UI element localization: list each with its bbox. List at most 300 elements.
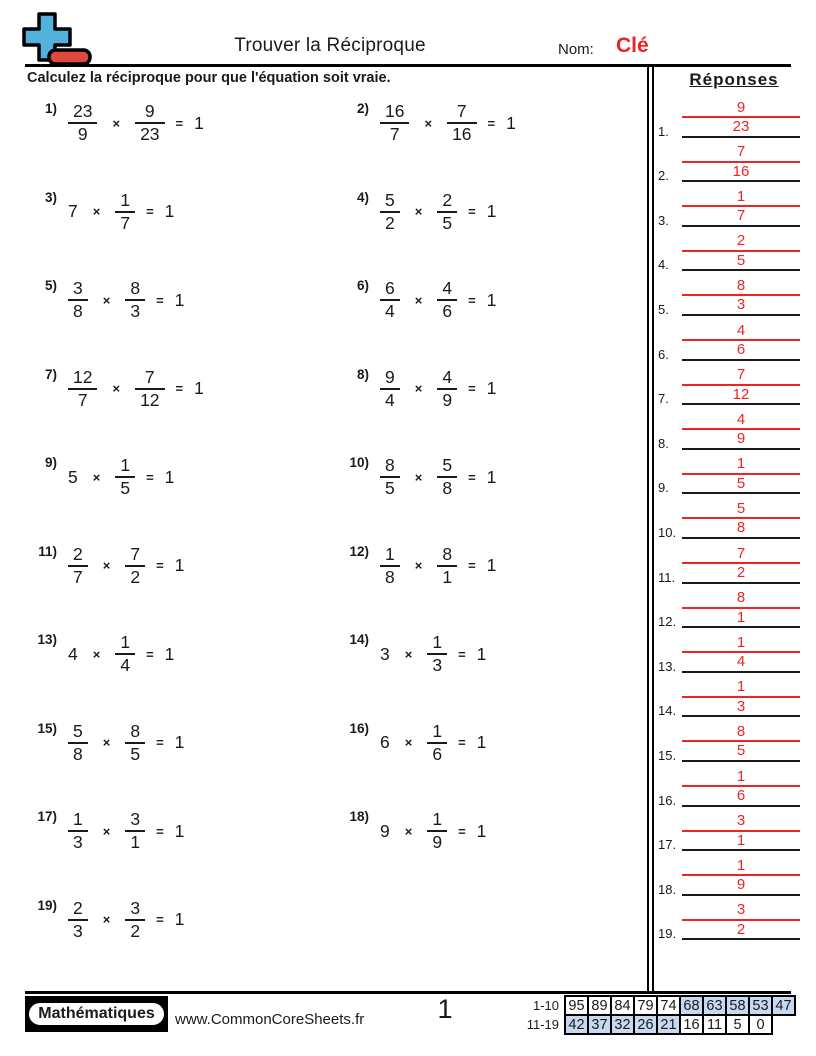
- fraction: [68, 367, 97, 411]
- answer-fraction: [682, 901, 800, 938]
- multiply-sign: ×: [424, 115, 433, 131]
- fraction-numerator: 8: [442, 543, 453, 564]
- answer-denominator: 6: [736, 787, 746, 804]
- answer-number: 4.: [658, 257, 669, 273]
- answer-numerator: 1: [736, 187, 746, 205]
- answer-row: [652, 633, 814, 678]
- fraction-denominator: 5: [385, 478, 395, 498]
- answer-denominator: 1: [736, 831, 746, 849]
- answer-row: [652, 767, 814, 812]
- fraction: [437, 367, 457, 411]
- problem-equation: [380, 800, 486, 862]
- fraction-denominator: 4: [120, 655, 131, 675]
- fraction-denominator: 7: [120, 212, 131, 233]
- fraction-numerator: 1: [73, 809, 83, 829]
- problem-equation: [68, 358, 204, 420]
- fraction-numerator: 3: [130, 809, 141, 829]
- problem-equation: [68, 712, 184, 774]
- equals-sign: =: [468, 204, 476, 219]
- score-cell: 5: [726, 1015, 749, 1034]
- fraction-denominator: 6: [432, 743, 443, 764]
- fraction-numerator: 8: [130, 720, 141, 741]
- problem-number: 7): [44, 366, 57, 382]
- multiply-sign: ×: [102, 912, 111, 927]
- website-url: www.CommonCoreSheets.fr: [175, 1011, 365, 1028]
- problem-item: [337, 535, 647, 624]
- answer-row: [652, 276, 814, 321]
- score-cell: 16: [680, 1015, 703, 1034]
- whole-number: 6: [380, 732, 390, 752]
- answer-fraction: [682, 455, 800, 492]
- fraction-numerator: 7: [144, 366, 155, 387]
- fraction-numerator: 8: [385, 455, 395, 475]
- answer-denominator: 1: [736, 608, 746, 626]
- equation-result: 1: [164, 201, 175, 221]
- answer-row: [652, 321, 814, 366]
- equals-sign: =: [156, 823, 164, 839]
- subject-badge-label: Mathématiques: [27, 1001, 165, 1027]
- problem-equation: [68, 800, 184, 862]
- fraction: [68, 721, 88, 765]
- fraction: [427, 809, 447, 853]
- score-cell: 37: [588, 1015, 611, 1034]
- fraction-numerator: 4: [442, 278, 453, 298]
- fraction-numerator: 7: [130, 543, 141, 564]
- fraction: [68, 278, 88, 322]
- fraction-denominator: 4: [385, 389, 395, 410]
- equals-sign: =: [175, 115, 184, 131]
- fraction-numerator: 16: [385, 101, 405, 121]
- fraction-numerator: 7: [456, 101, 467, 121]
- fraction-numerator: 4: [442, 366, 453, 387]
- equals-sign: =: [146, 204, 154, 219]
- answer-row: [652, 856, 814, 901]
- answer-blank-line: [682, 715, 800, 717]
- answer-row: [652, 812, 814, 857]
- equals-sign: =: [468, 558, 476, 573]
- answer-blank-line: [682, 492, 800, 494]
- problem-equation: [380, 269, 496, 331]
- score-cell: 74: [657, 996, 680, 1015]
- fraction: [380, 544, 400, 588]
- equation-result: 1: [194, 378, 204, 398]
- answer-numerator: 1: [736, 678, 746, 696]
- equation-result: 1: [174, 732, 185, 752]
- equation-result: 1: [476, 820, 487, 841]
- answer-numerator: 1: [736, 633, 746, 651]
- fraction-denominator: 9: [432, 832, 443, 852]
- problem-number: 10): [349, 455, 369, 470]
- answer-row: [652, 187, 814, 232]
- fraction-numerator: 5: [442, 455, 453, 475]
- answer-numerator: 3: [736, 901, 746, 919]
- answer-numerator: 2: [736, 232, 746, 250]
- fraction-denominator: 1: [130, 832, 141, 852]
- answer-fraction: [682, 322, 800, 359]
- answer-fraction: [682, 188, 800, 225]
- problem-number: 18): [349, 809, 369, 824]
- answer-blank-line: [682, 760, 800, 762]
- answer-fraction: [682, 678, 800, 715]
- problem-item: [25, 446, 337, 535]
- problem-equation: [380, 181, 496, 243]
- answer-denominator: 7: [736, 207, 746, 225]
- fraction: [125, 544, 145, 588]
- header-rule: [25, 64, 791, 67]
- fraction: [437, 190, 457, 234]
- multiply-sign: ×: [112, 115, 121, 131]
- answer-denominator: 16: [732, 162, 750, 180]
- answer-number: 2.: [658, 168, 669, 184]
- problem-item: [25, 623, 337, 712]
- multiply-sign: ×: [414, 204, 423, 219]
- multiply-sign: ×: [92, 469, 101, 485]
- answer-denominator: 3: [736, 697, 746, 715]
- multiply-sign: ×: [414, 381, 423, 396]
- answer-blank-line: [682, 805, 800, 807]
- fraction: [68, 544, 88, 588]
- answer-row: [652, 143, 814, 188]
- fraction: [437, 544, 457, 588]
- answer-denominator: 12: [732, 385, 750, 403]
- fraction-numerator: 3: [73, 278, 83, 298]
- equals-sign: =: [468, 292, 476, 308]
- answer-fraction: [682, 277, 800, 314]
- answer-blank-line: [682, 403, 800, 405]
- answer-fraction: [682, 545, 800, 582]
- problem-item: [337, 181, 647, 270]
- answer-denominator: 3: [736, 296, 746, 314]
- fraction-numerator: 9: [144, 101, 155, 121]
- fraction-numerator: 3: [130, 897, 141, 918]
- instruction-text: Calculez la réciproque pour que l'équation soit vraie.: [27, 70, 391, 86]
- score-cell: 21: [657, 1015, 680, 1034]
- equation-result: 1: [486, 466, 497, 487]
- fraction: [68, 898, 88, 942]
- problem-item: [25, 712, 337, 801]
- answer-number: 11.: [658, 569, 676, 585]
- fraction: [68, 809, 88, 853]
- fraction-numerator: 1: [432, 720, 443, 741]
- fraction-numerator: 2: [442, 189, 453, 210]
- answer-row: [652, 499, 814, 544]
- score-range-label: 1-10: [532, 998, 559, 1013]
- answer-number: 16.: [658, 792, 677, 808]
- multiply-sign: ×: [92, 204, 101, 219]
- answer-fraction: [682, 411, 800, 448]
- fraction-denominator: 7: [389, 124, 400, 144]
- answer-row: [652, 98, 814, 143]
- multiply-sign: ×: [414, 469, 423, 485]
- fraction-numerator: 9: [385, 366, 395, 387]
- multiply-sign: ×: [404, 735, 413, 750]
- answer-blank-line: [682, 582, 800, 584]
- multiply-sign: ×: [414, 558, 423, 573]
- answer-fraction: [682, 232, 800, 269]
- fraction-denominator: 8: [442, 478, 453, 498]
- fraction-numerator: 5: [73, 720, 83, 741]
- equation-result: 1: [194, 112, 204, 133]
- fraction: [115, 455, 135, 499]
- fraction-numerator: 6: [385, 278, 395, 298]
- problem-equation: [68, 889, 184, 951]
- answer-denominator: 5: [736, 742, 746, 760]
- fraction-numerator: 1: [385, 543, 395, 564]
- answer-number: 8.: [658, 435, 669, 451]
- problem-number: 12): [349, 543, 369, 559]
- equals-sign: =: [175, 381, 184, 396]
- problem-number: 3): [44, 189, 57, 205]
- answer-numerator: 4: [736, 321, 746, 339]
- answer-blank-line: [682, 537, 800, 539]
- fraction: [125, 809, 145, 853]
- answer-fraction: [682, 723, 800, 760]
- answer-blank-line: [682, 938, 800, 940]
- whole-number: 7: [68, 201, 78, 221]
- fraction-numerator: 2: [73, 543, 83, 564]
- equation-result: 1: [506, 112, 516, 133]
- answer-number: 15.: [658, 747, 677, 763]
- answer-denominator: 2: [736, 920, 746, 938]
- problem-number: 15): [37, 720, 57, 736]
- whole-number: 5: [68, 466, 78, 487]
- problem-number: 9): [44, 455, 57, 470]
- problem-item: [337, 358, 647, 447]
- answer-number: 10.: [658, 524, 677, 540]
- fraction: [68, 101, 97, 145]
- answer-fraction: [682, 366, 800, 403]
- fraction-numerator: 1: [432, 809, 443, 829]
- problem-item: [25, 181, 337, 270]
- whole-number: 3: [380, 643, 390, 664]
- problem-equation: [68, 269, 184, 331]
- problem-equation: [68, 535, 184, 597]
- answer-numerator: 7: [736, 143, 746, 161]
- problem-number: 11): [38, 543, 57, 559]
- answer-number: 19.: [658, 926, 677, 942]
- equation-result: 1: [174, 820, 185, 841]
- problem-equation: [68, 623, 174, 685]
- answer-number: 18.: [658, 881, 677, 897]
- equals-sign: =: [156, 292, 164, 308]
- fraction-denominator: 16: [452, 124, 472, 144]
- fraction-numerator: 5: [385, 189, 395, 210]
- answer-numerator: 1: [736, 455, 746, 473]
- answer-number: 5.: [658, 301, 669, 317]
- problem-equation: [380, 535, 496, 597]
- fraction-denominator: 2: [130, 920, 141, 941]
- fraction: [380, 278, 400, 322]
- multiply-sign: ×: [112, 381, 121, 396]
- problem-equation: [68, 92, 204, 154]
- answer-blank-line: [682, 894, 800, 896]
- score-cell: 63: [703, 996, 726, 1015]
- problem-number: 16): [349, 720, 369, 736]
- score-cell: 95: [565, 996, 588, 1015]
- equals-sign: =: [146, 646, 154, 662]
- equals-sign: =: [146, 469, 154, 485]
- equation-result: 1: [476, 643, 487, 664]
- fraction-denominator: 5: [442, 212, 453, 233]
- answer-number: 14.: [658, 703, 677, 719]
- fraction-denominator: 12: [140, 389, 160, 410]
- fraction-denominator: 8: [73, 743, 83, 764]
- equation-result: 1: [486, 378, 497, 398]
- fraction-denominator: 9: [77, 124, 88, 144]
- answer-row: [652, 366, 814, 411]
- answer-number: 3.: [658, 212, 669, 228]
- answer-row: [652, 455, 814, 500]
- answer-denominator: 2: [736, 564, 746, 582]
- multiply-sign: ×: [92, 646, 101, 662]
- problem-item: [337, 800, 647, 889]
- problem-item: [337, 712, 647, 801]
- problem-equation: [380, 446, 496, 508]
- multiply-sign: ×: [404, 823, 413, 839]
- fraction-denominator: 7: [77, 389, 88, 410]
- fraction-numerator: 1: [120, 455, 131, 475]
- problem-number: 19): [37, 897, 57, 913]
- answer-numerator: 3: [736, 812, 746, 830]
- score-cell: 89: [588, 996, 611, 1015]
- problem-item: [337, 623, 647, 712]
- fraction-numerator: 12: [73, 366, 93, 387]
- equation-result: 1: [486, 201, 497, 221]
- answer-denominator: 4: [736, 653, 746, 671]
- equation-result: 1: [174, 909, 185, 929]
- answer-denominator: 6: [736, 341, 746, 359]
- page-number: 1: [437, 994, 453, 1024]
- equals-sign: =: [458, 823, 466, 839]
- answer-blank-line: [682, 849, 800, 851]
- fraction-denominator: 8: [73, 301, 83, 321]
- multiply-sign: ×: [102, 558, 111, 573]
- whole-number: 4: [68, 643, 78, 664]
- problem-number: 1): [44, 101, 57, 116]
- name-label: Nom:: [558, 41, 594, 58]
- answer-number: 13.: [658, 658, 677, 674]
- fraction-denominator: 7: [73, 566, 83, 587]
- answer-fraction: [682, 768, 800, 805]
- answer-numerator: 8: [736, 589, 746, 607]
- problem-number: 4): [356, 189, 369, 205]
- score-cell: 32: [611, 1015, 634, 1034]
- fraction: [125, 898, 145, 942]
- problem-item: [25, 269, 337, 358]
- answer-blank-line: [682, 269, 800, 271]
- subject-badge: [25, 996, 168, 1032]
- answer-row: [652, 410, 814, 455]
- fraction-denominator: 9: [442, 389, 453, 410]
- score-cell: 68: [680, 996, 703, 1015]
- score-cell: 26: [634, 1015, 657, 1034]
- equals-sign: =: [156, 912, 164, 927]
- fraction-numerator: 1: [432, 632, 443, 652]
- multiply-sign: ×: [102, 292, 111, 308]
- fraction: [380, 101, 409, 145]
- plus-minus-math-logo-icon: [15, 11, 99, 67]
- fraction-numerator: 23: [73, 101, 93, 121]
- multiply-sign: ×: [414, 292, 423, 308]
- answer-numerator: 7: [736, 544, 746, 562]
- fraction-numerator: 1: [120, 189, 131, 210]
- score-row: [517, 996, 795, 1015]
- problem-item: [25, 358, 337, 447]
- score-cell: 47: [772, 996, 795, 1015]
- fraction: [135, 367, 164, 411]
- fraction: [135, 101, 164, 145]
- answer-blank-line: [682, 671, 800, 673]
- fraction-denominator: 3: [130, 301, 141, 321]
- answer-fraction: [682, 143, 800, 180]
- score-table: [517, 995, 796, 1035]
- fraction-denominator: 3: [432, 655, 443, 675]
- answer-numerator: 5: [736, 499, 746, 517]
- answer-row: [652, 901, 814, 946]
- page-title: Trouver la Réciproque: [234, 35, 426, 56]
- equation-result: 1: [486, 555, 497, 575]
- score-cell: 84: [611, 996, 634, 1015]
- fraction-denominator: 3: [73, 832, 83, 852]
- answer-numerator: 9: [736, 98, 746, 116]
- problems-grid: [25, 92, 647, 977]
- answer-blank-line: [682, 626, 800, 628]
- problem-number: 17): [37, 809, 57, 824]
- problem-item: [337, 92, 647, 181]
- answer-blank-line: [682, 359, 800, 361]
- fraction: [447, 101, 476, 145]
- problem-equation: [68, 181, 174, 243]
- answer-denominator: 9: [736, 876, 746, 894]
- score-cell: 11: [703, 1015, 726, 1034]
- answer-fraction: [682, 500, 800, 537]
- problem-number: 2): [356, 101, 369, 116]
- answer-row: [652, 544, 814, 589]
- score-empty-cell: [772, 1015, 795, 1034]
- equation-result: 1: [174, 289, 185, 310]
- equation-result: 1: [486, 289, 497, 310]
- answer-blank-line: [682, 136, 800, 138]
- answer-number: 9.: [658, 480, 669, 496]
- answer-row: [652, 722, 814, 767]
- fraction: [115, 190, 135, 234]
- fraction: [437, 278, 457, 322]
- name-value-key: Clé: [616, 34, 649, 57]
- fraction: [380, 367, 400, 411]
- fraction-denominator: 2: [385, 212, 395, 233]
- problem-equation: [380, 712, 486, 774]
- problem-item: [25, 535, 337, 624]
- fraction-denominator: 1: [442, 566, 453, 587]
- answer-number: 12.: [658, 614, 677, 630]
- fraction: [380, 455, 400, 499]
- fraction-denominator: 5: [130, 743, 141, 764]
- answer-numerator: 1: [736, 767, 746, 785]
- fraction: [437, 455, 457, 499]
- answer-row: [652, 589, 814, 634]
- answer-fraction: [682, 634, 800, 671]
- fraction-denominator: 5: [120, 478, 131, 498]
- problem-number: 8): [356, 366, 369, 382]
- score-row: [517, 1015, 795, 1034]
- problem-equation: [380, 358, 496, 420]
- fraction-numerator: 2: [73, 897, 83, 918]
- fraction: [115, 632, 135, 676]
- answer-number: 17.: [658, 837, 677, 853]
- answer-number: 7.: [658, 391, 669, 407]
- answer-blank-line: [682, 225, 800, 227]
- fraction: [427, 632, 447, 676]
